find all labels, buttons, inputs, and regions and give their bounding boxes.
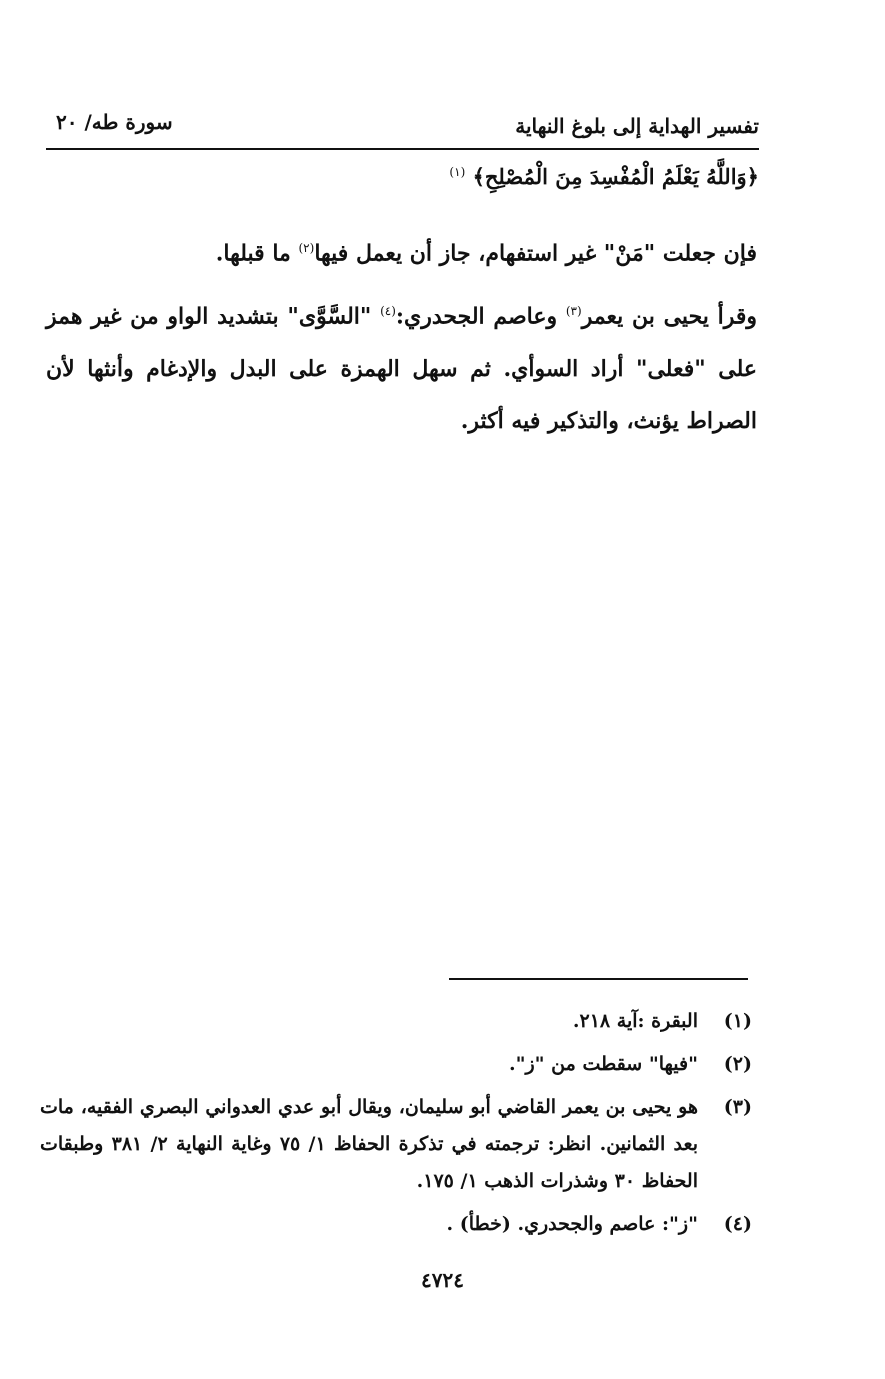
verse-text: ﴿وَاللَّهُ يَعْلَمُ الْمُفْسِدَ مِنَ الْمُصْلِحِ﴾ (472, 164, 759, 189)
main-text (46, 222, 757, 453)
running-header (46, 108, 759, 144)
book-title: تفسير الهداية إلى بلوغ النهاية (515, 114, 759, 138)
page-number: ٤٧٢٤ (421, 1268, 464, 1292)
footnote-3 (40, 1089, 752, 1200)
footnote-ref-4: (٤) (380, 304, 396, 319)
paragraph-1-text-b: ما قبلها. (215, 240, 299, 267)
paragraph-1-text-a: فإن جعلت "مَنْ" غير استفهام، جاز أن يعمل فيها (314, 240, 757, 267)
footnote-4 (40, 1206, 752, 1243)
footnote-text: "ز": عاصم والجحدري. (خطأ) . (446, 1213, 698, 1235)
footnote-number: (٤) (723, 1213, 752, 1235)
surah-label: سورة طه/ ٢٠ (56, 110, 173, 134)
footnote-1 (40, 1003, 752, 1040)
paragraph-1 (46, 222, 757, 279)
paragraph-2 (46, 285, 757, 446)
footnote-text: "فيها" سقطت من "ز". (508, 1053, 698, 1075)
footnote-text: هو يحيى بن يعمر القاضي أبو سليمان، ويقال أبو عدي العدواني البصري الفقيه، مات بعد الثمانين. انظر: ترجمته في تذكرة الحفاظ ١/ ٧٥ وغاية النهاية ٢/ ٣٨١ وطبقات الحفاظ ٣٠ وشذرات الذهب ١/ ١٧٥. (40, 1096, 698, 1192)
header-divider (46, 148, 759, 150)
paragraph-2-text-a: وقرأ يحيى بن يعمر (581, 303, 758, 330)
paragraph-2-text-c: "السَّوَّى" بتشديد الواو من غير همز على "فعلى" أراد السوأي. ثم سهل الهمزة على البدل والإدغام وأنثها لأن الصراط يؤنث، والتذكير فيه أكثر. (46, 303, 757, 434)
footnote-number: (١) (723, 1010, 752, 1032)
footnote-text: البقرة :آية ٢١٨. (572, 1010, 698, 1032)
footnotes (40, 1003, 752, 1249)
footnote-divider (449, 978, 748, 980)
footnote-number: (٣) (723, 1096, 752, 1118)
footnote-number: (٢) (723, 1053, 752, 1075)
footnote-ref-3: (٣) (565, 304, 582, 319)
verse-footnote-ref: (١) (449, 165, 466, 179)
paragraph-2-text-b: وعاصم الجحدري: (395, 303, 566, 330)
footnote-2 (40, 1046, 752, 1083)
footnote-ref-2: (٢) (298, 241, 315, 255)
quran-verse (119, 164, 759, 189)
